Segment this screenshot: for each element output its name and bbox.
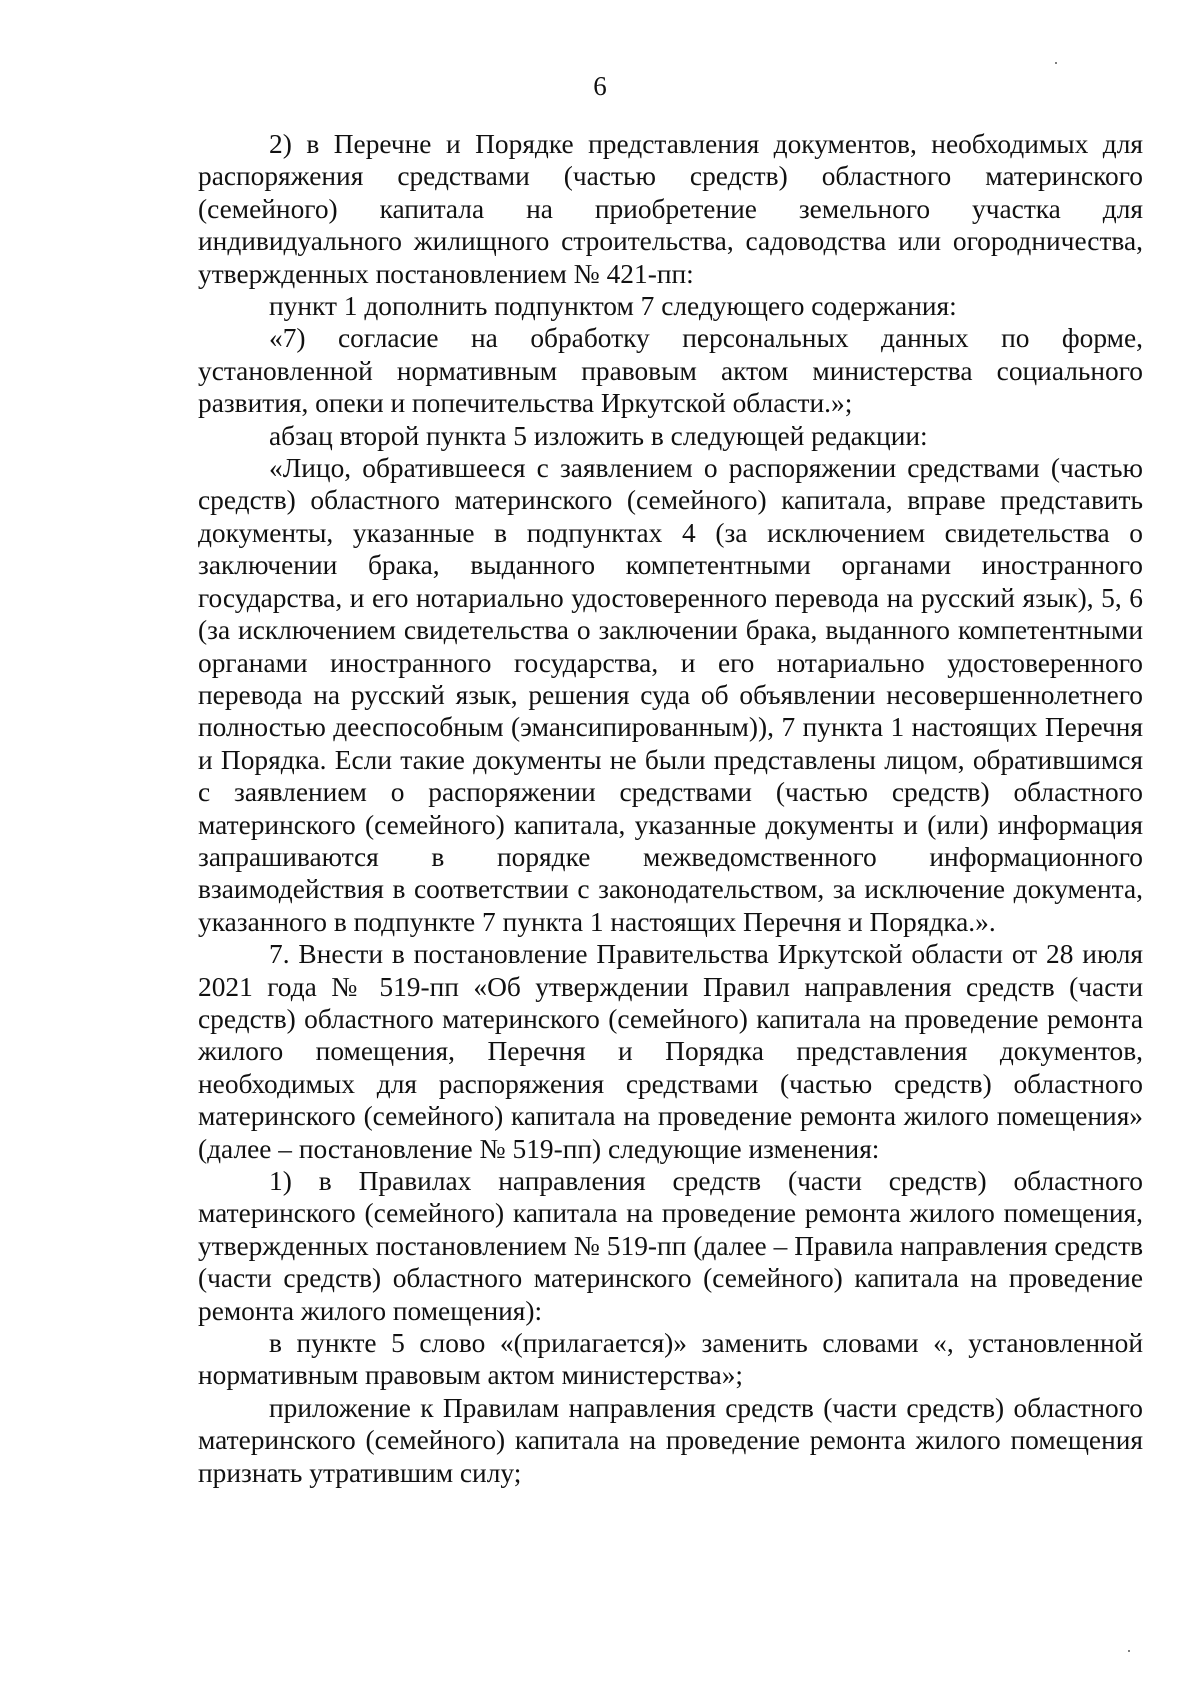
paragraph-point-5-second-abzac: абзац второй пункта 5 изложить в следующей редакции: (269, 420, 928, 451)
paragraph-point-5-word-replace: в пункте 5 слово «(прилагается)» заменить словами «, установленной нормативным правовым актом министерства»; (198, 1328, 1143, 1391)
paragraph-subpoint-7-consent: «7) согласие на обработку персональных данных по форме, установленной нормативным правовым актом министерства социального развития, опеки и попечительства Иркутской области.»; (198, 323, 1143, 419)
paragraph-new-wording-quote: «Лицо, обратившееся с заявлением о распоряжении средствами (частью средств) областного материнского (семейного) капитала, вправе представить документы, указанные в подпунктах 4 (за исключением свидетельства о заключении брака, выданного компетентными органами иностранного государства, и его нотариально удостоверенного перевода на русский язык), 5, 6 (за исключением свидетельства о заключении брака, выданного компетентными органами иностранного государства, и его нотариально удостоверенного перевода на русский язык, решения суда об объявлении несовершеннолетнего полностью дееспособным (эмансипированным)), 7 пункта 1 настоящих Перечня и Порядка. Если такие документы не были представлены лицом, обратившимся с заявлением о распоряжении средствами (частью средств) областного материнского (семейного) капитала, указанные документы и (или) информация запрашиваются в порядке межведомственного информационного взаимодействия в соответствии с законодательством, за исключение документа, указанного в подпункте 7 пункта 1 настоящих Перечня и Порядка.». (198, 453, 1143, 937)
paragraph-point-1-addition: пункт 1 дополнить подпунктом 7 следующего содержания: (269, 291, 957, 322)
document-body (198, 128, 1143, 1489)
paragraph-rules-amendment: 1) в Правилах направления средств (части средств) областного материнского (семейного) капитала на проведение ремонта жилого помещения, утвержденных постановлением № 519-пп (далее – Правила направления средств (части средств) областного материнского (семейного) капитала на проведение ремонта жилого помещения): (198, 1166, 1143, 1326)
scan-speck (1128, 1650, 1130, 1652)
paragraph-item-2-land-plot: 2) в Перечне и Порядке представления документов, необходимых для распоряжения средствами (частью средств) областного материнского (семейного) капитала на приобретение земельного участка для индивидуального жилищного строительства, садоводства или огородничества, утвержденных постановлением № 421-пп: (198, 129, 1143, 289)
paragraph-annex-repeal: приложение к Правилам направления средств (части средств) областного материнского (семейного) капитала на проведение ремонта жилого помещения признать утратившим силу; (198, 1392, 1143, 1488)
paragraph-item-7-amend-519pp: 7. Внести в постановление Правительства Иркутской области от 28 июля 2021 года № 519-пп «Об утверждении Правил направления средств (части средств) областного материнского (семейного) капитала на проведение ремонта жилого помещения, Перечня и Порядка представления документов, необходимых для распоряжения средствами (частью средств) областного материнского (семейного) капитала на проведение ремонта жилого помещения» (далее – постановление № 519-пп) следующие изменения: (198, 939, 1143, 1164)
scan-speck (1055, 62, 1057, 64)
page-number: 6 (593, 71, 607, 101)
